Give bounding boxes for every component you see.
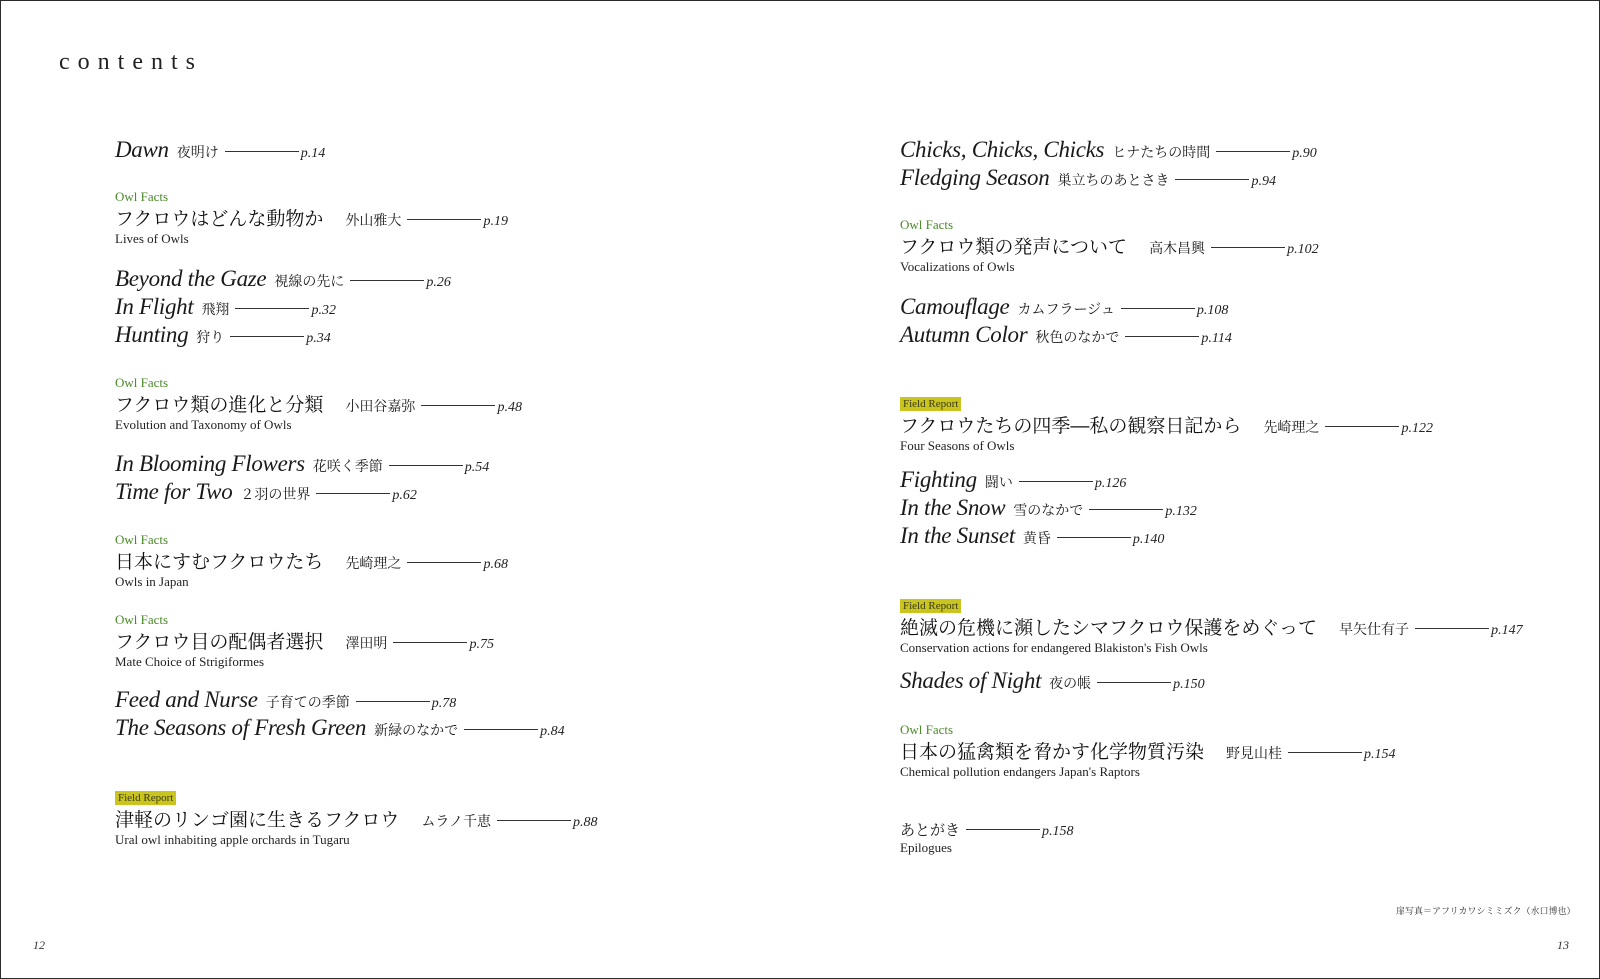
author: 早矢仕有子 (1339, 622, 1410, 638)
entry-jp-title: フクロウ類の発声について (900, 236, 1128, 258)
entry-title: The Seasons of Fresh Green (115, 715, 367, 740)
page-number: p.68 (483, 557, 508, 572)
entry-subtitle: Evolution and Taxonomy of Owls (115, 417, 292, 432)
leader-line (1125, 336, 1199, 337)
owl-facts-entry[interactable] (115, 376, 522, 432)
page-number: p.14 (300, 146, 326, 161)
toc-entry[interactable] (900, 322, 1232, 348)
toc-entry[interactable] (115, 322, 331, 348)
entry-title: In the Snow (900, 495, 1006, 520)
page-number: p.102 (1287, 242, 1319, 257)
owl-facts-entry[interactable] (900, 218, 1319, 274)
category-field-report: Field Report (115, 791, 176, 805)
entry-title: In Blooming Flowers (115, 451, 305, 476)
owl-facts-entry[interactable] (115, 613, 494, 669)
page-number: p.158 (1042, 824, 1074, 839)
entry-jp-title: 津軽のリンゴ園に生きるフクロウ (115, 809, 400, 831)
entry-title: Fighting (900, 467, 977, 492)
entry-subtitle: Owls in Japan (115, 574, 189, 589)
leader-line (1288, 752, 1362, 753)
page-number: p.48 (497, 400, 522, 415)
toc-entry[interactable] (900, 467, 1126, 493)
entry-jp: 新緑のなかで (374, 723, 459, 739)
leader-line (230, 336, 304, 337)
page-number: p.19 (483, 214, 508, 229)
category-field-report: Field Report (900, 599, 961, 613)
entry-jp-title: 日本の猛禽類を脅かす化学物質汚染 (900, 741, 1205, 763)
toc-entry[interactable] (115, 294, 336, 320)
leader-line (1175, 179, 1249, 180)
entry-jp: 黄昏 (1022, 531, 1051, 547)
page-number: p.147 (1491, 623, 1523, 638)
page-number: p.154 (1364, 747, 1396, 762)
category-owl-facts: Owl Facts (900, 217, 954, 232)
entry-subtitle: Mate Choice of Strigiformes (115, 654, 265, 669)
toc-entry[interactable] (900, 165, 1276, 191)
toc-entry[interactable] (900, 668, 1205, 694)
epilogue-entry[interactable] (900, 819, 1074, 855)
toc-entry[interactable] (115, 479, 417, 505)
entry-title: Shades of Night (900, 668, 1042, 693)
field-report-entry[interactable] (900, 392, 1433, 453)
entry-jp: 秋色のなかで (1035, 330, 1120, 346)
entry-title: Autumn Color (900, 322, 1028, 347)
page-number: p.78 (431, 696, 457, 711)
entry-jp-title: フクロウたちの四季―私の観察日記から (900, 415, 1242, 437)
leader-line (407, 219, 481, 220)
toc-entry[interactable] (115, 266, 451, 292)
leader-line (464, 729, 538, 730)
toc-entry[interactable] (115, 715, 565, 741)
entry-jp: 闘い (984, 475, 1013, 491)
author: 澤田明 (345, 636, 388, 652)
entry-title: Chicks, Chicks, Chicks (900, 137, 1105, 162)
page-number: p.90 (1292, 146, 1317, 161)
category-field-report: Field Report (900, 397, 961, 411)
leader-line (1121, 308, 1195, 309)
entry-title: In the Sunset (900, 523, 1015, 548)
page-number: p.34 (306, 331, 331, 346)
author: 小田谷嘉弥 (345, 399, 416, 415)
leader-line (497, 820, 571, 821)
leader-line (316, 493, 390, 494)
category-owl-facts: Owl Facts (115, 612, 169, 627)
entry-jp: 子育ての季節 (265, 695, 350, 711)
owl-facts-entry[interactable] (900, 723, 1396, 779)
toc-entry[interactable] (900, 137, 1317, 163)
entry-title: Beyond the Gaze (115, 266, 267, 291)
author: ムラノ千恵 (421, 814, 492, 830)
entry-jp: 夜明け (176, 145, 219, 161)
page-number-right: 13 (1557, 938, 1569, 952)
page-number: p.114 (1201, 331, 1232, 346)
page-number: p.140 (1132, 532, 1165, 547)
toc-entry[interactable] (900, 294, 1228, 320)
page-number: p.26 (426, 275, 451, 290)
entry-jp: 花咲く季節 (312, 459, 383, 475)
entry-jp: ２羽の世界 (240, 487, 311, 503)
field-report-entry[interactable] (115, 786, 598, 847)
entry-subtitle: Epilogues (900, 840, 952, 855)
page-number: p.75 (469, 637, 494, 652)
category-owl-facts: Owl Facts (900, 722, 954, 737)
category-owl-facts: Owl Facts (115, 532, 169, 547)
author: 先崎理之 (1263, 420, 1320, 436)
page-number: p.62 (392, 488, 417, 503)
entry-jp-title: 日本にすむフクロウたち (115, 551, 324, 573)
toc-entry[interactable] (115, 687, 456, 713)
toc-entry[interactable] (115, 137, 325, 163)
leader-line (225, 151, 299, 152)
entry-title: Fledging Season (900, 165, 1050, 190)
leader-line (966, 829, 1040, 830)
page-number: p.84 (540, 724, 565, 739)
leader-line (356, 701, 430, 702)
entry-jp-title: フクロウ目の配偶者選択 (115, 631, 324, 653)
entry-subtitle: Lives of Owls (115, 231, 189, 246)
page-number: p.94 (1251, 174, 1276, 189)
entry-title: Dawn (115, 137, 169, 162)
leader-line (1415, 628, 1489, 629)
leader-line (407, 562, 481, 563)
page-number: p.54 (464, 460, 490, 475)
leader-line (1057, 537, 1131, 538)
entry-jp: 雪のなかで (1013, 503, 1084, 519)
toc-entry[interactable] (115, 451, 489, 477)
entry-jp: 飛翔 (201, 302, 230, 318)
photo-credit: 扉写真＝アフリカワシミミズク（水口博也） (1396, 907, 1576, 917)
entry-jp-title: あとがき (900, 821, 961, 839)
leader-line (1097, 682, 1171, 683)
entry-jp-title: フクロウはどんな動物か (115, 208, 324, 230)
page-number: p.150 (1173, 677, 1205, 692)
toc-entry[interactable] (900, 495, 1197, 521)
entry-title: Camouflage (900, 294, 1010, 319)
entry-jp-title: フクロウ類の進化と分類 (115, 394, 324, 416)
entry-subtitle: Four Seasons of Owls (900, 438, 1015, 453)
page-number: p.126 (1094, 476, 1127, 491)
entry-subtitle: Ural owl inhabiting apple orchards in Tugaru (115, 832, 350, 847)
owl-facts-entry[interactable] (115, 533, 508, 589)
entry-subtitle: Chemical pollution endangers Japan's Raptors (900, 764, 1140, 779)
page-number: p.132 (1165, 504, 1197, 519)
toc-entry[interactable] (900, 523, 1164, 549)
leader-line (389, 465, 463, 466)
leader-line (350, 280, 424, 281)
page-number: p.108 (1196, 303, 1229, 318)
entry-jp-title: 絶滅の危機に瀕したシマフクロウ保護をめぐって (900, 617, 1318, 639)
leader-line (1325, 426, 1399, 427)
entry-subtitle: Conservation actions for endangered Blakiston's Fish Owls (900, 640, 1208, 655)
leader-line (1089, 509, 1163, 510)
leader-line (421, 405, 495, 406)
leader-line (1216, 151, 1290, 152)
entry-title: In Flight (115, 294, 194, 319)
leader-line (1211, 247, 1285, 248)
entry-jp: 狩り (196, 330, 225, 346)
leader-line (393, 642, 467, 643)
entry-jp: カムフラージュ (1017, 302, 1115, 318)
field-report-entry[interactable] (900, 594, 1523, 655)
entry-title: Hunting (115, 322, 189, 347)
page-number: p.88 (573, 815, 598, 830)
author: 先崎理之 (345, 556, 402, 572)
category-owl-facts: Owl Facts (115, 375, 169, 390)
entry-title: Feed and Nurse (115, 687, 258, 712)
owl-facts-entry[interactable] (115, 190, 508, 246)
leader-line (1019, 481, 1093, 482)
entry-subtitle: Vocalizations of Owls (900, 259, 1015, 274)
entry-jp: 夜の帳 (1049, 676, 1092, 692)
page-number-left: 12 (33, 938, 45, 952)
author: 外山雅大 (345, 213, 402, 229)
author: 高木昌興 (1149, 241, 1206, 257)
entry-jp: 巣立ちのあとさき (1057, 173, 1170, 189)
entry-title: Time for Two (115, 479, 233, 504)
author: 野見山桂 (1226, 746, 1283, 762)
entry-jp: 視線の先に (274, 274, 345, 290)
page-number: p.32 (311, 303, 336, 318)
entry-jp: ヒナたちの時間 (1112, 145, 1211, 161)
page-number: p.122 (1401, 421, 1433, 436)
leader-line (235, 308, 309, 309)
contents-heading: contents (59, 49, 203, 75)
category-owl-facts: Owl Facts (115, 189, 169, 204)
